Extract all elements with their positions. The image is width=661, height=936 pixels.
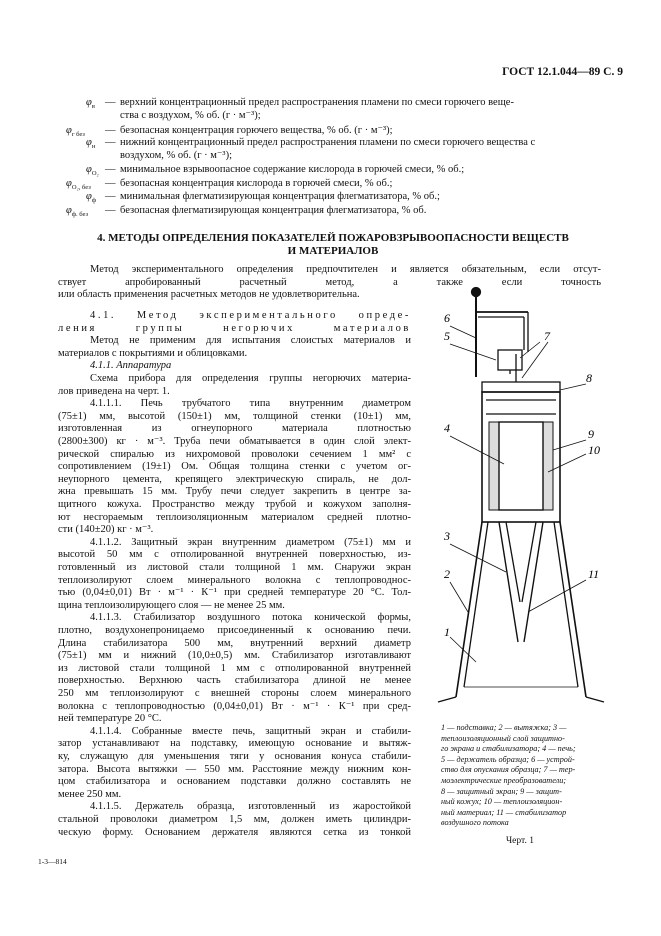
body-text-line: ствует апробированный расчетный метод, а также если точность <box>58 276 601 288</box>
figure-label: 1 <box>444 625 450 639</box>
caption-line: 1 — подставка; 2 — вытяжка; 3 — <box>441 723 567 732</box>
body-text-line: щина теплоизолирующего слоя — не менее 25 мм. <box>58 599 285 611</box>
body-text-line: стальной проволоки диаметром 1,5 мм, должен иметь цилиндри- <box>58 814 411 825</box>
symbol-definition-line: безопасная флегматизирующая концентрация флегматизатора, % об. <box>120 205 427 216</box>
body-text-line: или область применения расчетных методов не удовлетворительна. <box>58 289 360 301</box>
symbol <box>86 191 96 204</box>
body-text-line: Метод не применим для испытания слоистых материалов и <box>90 335 411 347</box>
page-header: ГОСТ 12.1.044—89 С. 9 <box>502 66 623 78</box>
symbol-definition-line: безопасная концентрация кислорода в горючей смеси, % об.; <box>120 178 393 189</box>
caption-line: воздушного потока <box>441 818 509 828</box>
body-text-line: затора. Высота вытяжки — 550 мм. Расстояние между нижним кон- <box>58 763 411 775</box>
caption-line: теплоизоляционный слой защитно- <box>441 733 565 743</box>
body-text-line: 4.1. Метод экспериментального опреде- <box>90 310 411 321</box>
body-text-line: Длина стабилизатора 500 мм, внутренний верхний диаметр <box>58 637 411 649</box>
body-text-line: Метод экспериментального определения предпочтителен и является обязательным, если отсут- <box>90 264 601 275</box>
body-text-line: (75±1) мм и нижний (10,0±0,5) мм. Стабилизатор изготавливают <box>58 650 411 662</box>
dash: — <box>105 125 116 136</box>
symbol-definition-line: минимальная флегматизирующая концентрация флегматизатора, % об.; <box>120 191 440 202</box>
symbol-definition-line: нижний концентрационный предел распространения пламени по смеси горючего вещества с <box>120 137 536 148</box>
symbol-base: φ <box>86 164 92 175</box>
dash: — <box>105 97 116 108</box>
body-text-line: жна превышать 15 мм. Трубу печи следует закрепить в центре за- <box>58 486 411 498</box>
caption-line: го экрана и стабилизатора; 4 — печь; <box>441 744 576 754</box>
body-text-line: (75±1) мм, высотой (150±1) мм, толщиной стенки (10±1) мм, <box>58 410 411 422</box>
body-text-line: материалов с покрытиями и облицовками. <box>58 347 248 359</box>
body-text-line: Схема прибора для определения группы негорючих материа- <box>90 373 411 384</box>
symbol-definition-line: верхний концентрационный предел распространения пламени по смеси горючего веще- <box>120 97 514 108</box>
caption-line: ство для опускания образца; 7 — тер- <box>441 765 576 775</box>
symbol-subscript: ф <box>91 197 97 205</box>
figure-label: 3 <box>444 529 450 543</box>
body-text-line: плотно, воздухонепроницаемо присоединенный к основанию печи. <box>58 625 411 636</box>
symbol <box>66 178 91 191</box>
symbol <box>86 97 95 110</box>
body-text-line: 4.1.1.4. Собранные вместе печь, защитный экран и стабили- <box>90 725 411 737</box>
symbol-base: φ <box>66 125 72 136</box>
figure-label: 4 <box>444 421 450 435</box>
dash: — <box>105 205 116 216</box>
body-text-line: лов приведена на черт. 1. <box>58 385 170 397</box>
body-text-line: поверхностью. Верхнюю часть стабилизатора длиной не менее <box>58 675 411 687</box>
figure-label: 11 <box>588 567 600 581</box>
dash: — <box>105 137 116 148</box>
symbol <box>86 137 95 150</box>
figure-label: 5 <box>444 329 450 343</box>
body-text-line: менее 250 мм. <box>58 788 122 800</box>
symbol-base: φ <box>86 97 92 108</box>
chart-label: Черт. 1 <box>506 836 534 846</box>
figure-label: 7 <box>544 329 550 343</box>
figure-label: 10 <box>588 443 600 457</box>
body-text-line: 4.1.1.1. Печь трубчатого типа внутренним диаметром <box>90 398 411 410</box>
symbol-subscript: н <box>91 143 96 151</box>
symbol-subscript: O₂ <box>91 170 99 178</box>
symbol-base: φ <box>86 191 92 202</box>
symbol <box>86 164 99 177</box>
body-text-line: высотой 50 мм с отполированной внутренней поверхностью, из- <box>58 549 411 561</box>
body-text-line: изготовленная из огнеупорного материала плотностью <box>58 423 411 435</box>
body-text-line: цом стабилизатора и основанием подставки должно составлять не <box>58 776 411 788</box>
symbol-base: φ <box>86 137 92 148</box>
body-text-line: щитного кожуха. Пространство между трубой и кожухом заполня- <box>58 499 411 510</box>
body-text-line: (2800±300) кг · м⁻³. Труба печи обматывается в один слой элект- <box>58 436 411 447</box>
symbol-base: φ <box>66 205 72 216</box>
body-text-line: 4.1.1. Аппаратура <box>90 360 172 372</box>
protective-screen-shape <box>482 382 560 392</box>
dash: — <box>105 191 116 202</box>
section-title-line: 4. МЕТОДЫ ОПРЕДЕЛЕНИЯ ПОКАЗАТЕЛЕЙ ПОЖАРОВЗРЫВООПАСНОСТИ ВЕЩЕСТВ <box>97 232 569 244</box>
body-text-line: неупорного цемента, крепящего электрическую спираль, не дол- <box>58 473 411 485</box>
sample-holder-shape <box>498 350 522 370</box>
figure-label: 9 <box>588 427 594 441</box>
figure-label: 2 <box>444 567 450 581</box>
body-text-line: ку, служащую для уменьшения тяги у основания конуса стабили- <box>58 751 411 762</box>
symbol-subscript: O₂, без <box>71 184 91 192</box>
footer-code: 1-3—814 <box>38 857 67 866</box>
body-text-line: сти (140±20) кг · м⁻³. <box>58 524 154 536</box>
symbol-subscript: в <box>91 103 95 111</box>
section-title <box>60 232 606 258</box>
body-text-line: 4.1.1.2. Защитный экран внутренним диаметром (75±1) мм и <box>90 536 411 548</box>
symbol-definition-line: минимальное взрывоопасное содержание кислорода в горючей смеси, % об.; <box>120 164 465 175</box>
body-text-line: рической спиралью из нихромовой проволоки сечением 1 мм² с <box>58 448 411 460</box>
caption-line: ный материал; 11 — стабилизатор <box>441 807 567 817</box>
body-text-line: теплоизолируют слоем минерального волокна с теплопроводнос- <box>58 574 411 586</box>
figure-label: 8 <box>586 371 592 385</box>
body-text-line: тью (0,04±0,01) Вт · м⁻¹ · К⁻¹ при средней температуре 20 °С. Тол- <box>58 587 411 599</box>
body-text-line: ления группы негорючих материалов <box>58 322 411 334</box>
body-text-line: 4.1.1.5. Держатель образца, изготовленный из жаростойкой <box>90 801 411 813</box>
body-text-line: волокна с теплопроводностью (0,04±0,01) Вт · м⁻¹ · К⁻¹ при сред- <box>58 700 411 712</box>
body-text-line: готовленный из листовой стали толщиной 1 мм. Снаружи экран <box>58 562 411 573</box>
furnace-shape <box>499 422 543 510</box>
body-text-line: 250 мм теплоизолируют с внешней стороны слоем минерального <box>58 688 411 699</box>
body-text-line: затор устанавливают на подставку, имеющую основание и вытяж- <box>58 738 411 750</box>
body-text-line: сопротивлением (19±1) Ом. Общая толщина стенки с учетом ог- <box>58 461 411 473</box>
body-text-line: 4.1.1.3. Стабилизатор воздушного потока конической формы, <box>90 612 411 624</box>
symbol <box>66 125 85 138</box>
symbol <box>66 205 88 218</box>
body-text-line: из листовой стали толщиной 1 мм с отполированной внутренней <box>58 662 411 674</box>
symbol-subscript: г без <box>71 131 85 139</box>
figure-label: 6 <box>444 311 450 325</box>
rod-knob <box>472 288 481 297</box>
symbol-definition-line: воздухом, % об. (г · м⁻³); <box>120 149 232 161</box>
caption-line: моэлектрические преобразователи; <box>441 775 567 785</box>
symbol-definition-line: безопасная концентрация горючего вещества, % об. (г · м⁻³); <box>120 125 393 136</box>
dash: — <box>105 178 116 189</box>
body-text-line: ют несгораемым теплоизоляционным материалом средней плотно- <box>58 511 411 523</box>
caption-line: 5 — держатель образца; 6 — устрой- <box>441 754 575 764</box>
body-text-line: ческую форму. Основанием держателя являются сетка из тонкой <box>58 826 411 838</box>
symbol-definition-line: ства с воздухом, % об. (г · м⁻³); <box>120 109 261 121</box>
apparatus-figure <box>436 282 606 722</box>
caption-line: 8 — защитный экран; 9 — защит- <box>441 786 562 796</box>
section-title-line: И МАТЕРИАЛОВ <box>287 245 379 257</box>
body-text-line: ней температуре 20 °С. <box>58 713 162 725</box>
figure-caption <box>441 723 576 829</box>
dash: — <box>105 164 116 175</box>
symbol-subscript: ф. без <box>71 211 89 219</box>
caption-line: ный кожух; 10 — теплоизоляцион- <box>441 797 563 807</box>
symbol-base: φ <box>66 178 72 189</box>
